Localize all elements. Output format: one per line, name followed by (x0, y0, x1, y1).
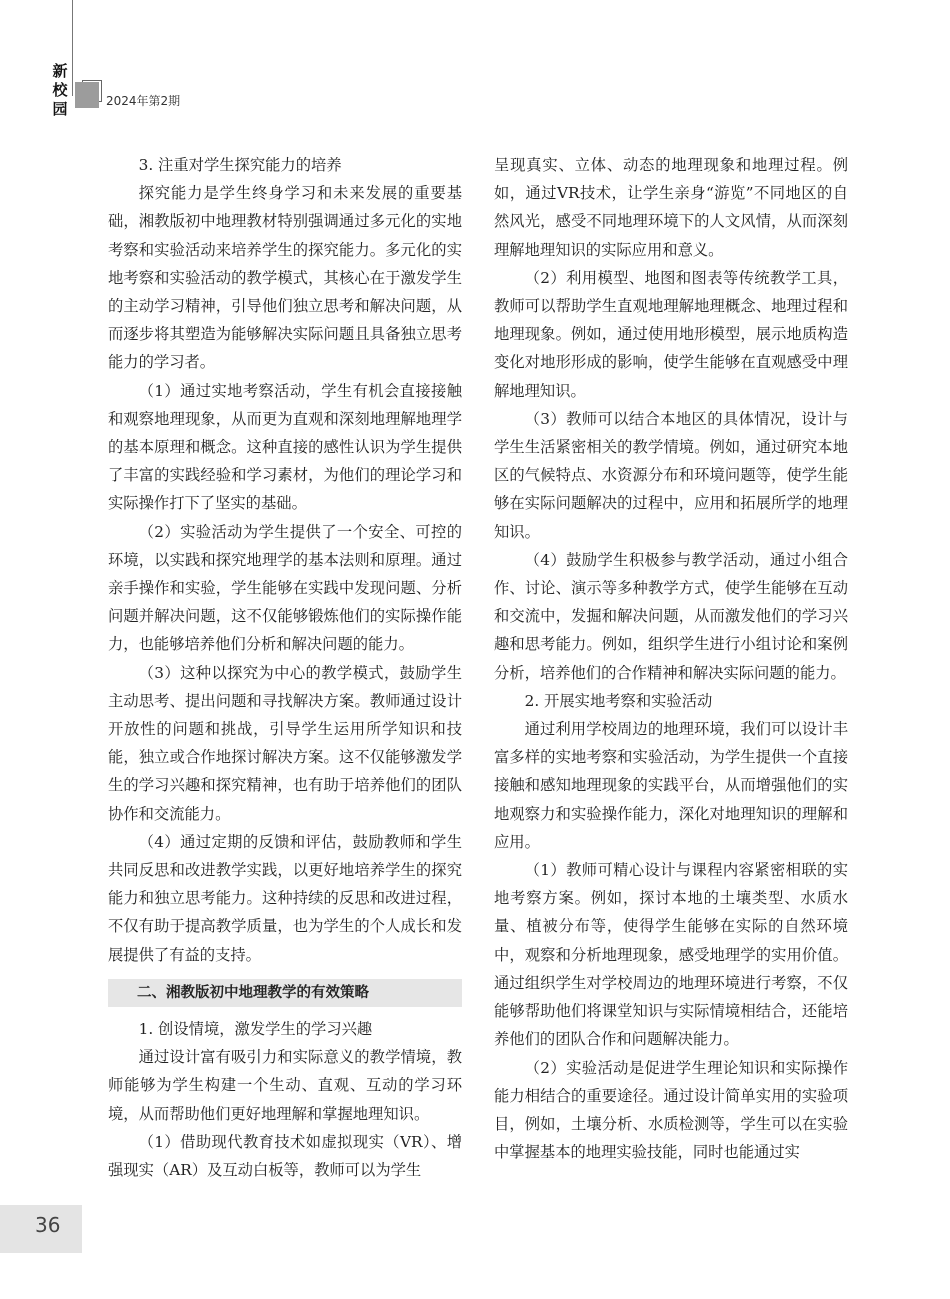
masthead-char: 园 (52, 100, 68, 118)
paragraph: （1）借助现代教育技术如虚拟现实（VR）、增强现实（AR）及互动白板等，教师可以为学生 (108, 1132, 462, 1179)
paragraph: （3）这种以探究为中心的教学模式，鼓励学生主动思考、提出问题和寻找解决方案。教师通过设计开放性的问题和挑战，引导学生运用所学知识和技能，独立或合作地探讨解决方案。这不仅能够激发学生的学习兴趣和探究精神，也有助于培养他们的团队协作和交流能力。 (108, 663, 462, 823)
header-rule (72, 0, 73, 96)
paragraph: （2）利用模型、地图和图表等传统教学工具，教师可以帮助学生直观地理解地理概念、地理过程和地理现象。例如，通过使用地形模型，展示地质构造变化对地形形成的影响，使学生能够在直观感受中理解地理知识。 (494, 268, 848, 400)
paragraph: 通过利用学校周边的地理环境，我们可以设计丰富多样的实地考察和实验活动，为学生提供一个直接接触和感知地理现象的实践平台，从而增强他们的实地观察力和实验操作能力，深化对地理知识的理解和应用。 (494, 720, 848, 851)
masthead (50, 62, 70, 119)
paragraph: 探究能力是学生终身学习和未来发展的重要基础，湘教版初中地理教材特别强调通过多元化的实地考察和实验活动来培养学生的探究能力。多元化的实地考察和实验活动的教学模式，其核心在于激发学生的主动学习精神，引导他们独立思考和解决问题，从而逐步将其塑造为能够解决实际问题且具备独立思考能力的学习者。 (108, 184, 462, 372)
paragraph: （4）鼓励学生积极参与教学活动，通过小组合作、讨论、演示等多种教学方式，使学生能够在互动和交流中，发掘和解决问题，从而激发他们的学习兴趣和思考能力。例如，组织学生进行小组讨论和案例分析，培养他们的合作精神和解决实际问题的能力。 (494, 550, 848, 682)
issue-label: 2024年第2期 (106, 94, 181, 108)
issue-box (75, 82, 99, 108)
masthead-char: 新 (52, 62, 68, 80)
paragraph: 呈现真实、立体、动态的地理现象和地理过程。例如，通过VR技术，让学生亲身“游览”不同地区的自然风光，感受不同地理环境下的人文风情，从而深刻理解地理知识的实际应用和意义。 (494, 156, 848, 259)
paragraph: （1）通过实地考察活动，学生有机会直接接触和观察地理现象，从而更为直观和深刻地理解地理学的基本原理和概念。这种直接的感性认识为学生提供了丰富的实践经验和学习素材，为他们的理论学习和实际操作打下了坚实的基础。 (108, 381, 462, 513)
paragraph: （2）实验活动为学生提供了一个安全、可控的环境，以实践和探究地理学的基本法则和原理。通过亲手操作和实验，学生能够在实践中发现问题、分析问题并解决问题，这不仅能够锻炼他们的实际操作能力，也能够培养他们分析和解决问题的能力。 (108, 522, 462, 654)
subheading: 1. 创设情境，激发学生的学习兴趣 (138, 1019, 373, 1038)
right-column (494, 151, 848, 1166)
page-number: 36 (35, 1213, 61, 1237)
subheading: 2. 开展实地考察和实验活动 (524, 691, 713, 710)
paragraph: （2）实验活动是促进学生理论知识和实际操作能力相结合的重要途径。通过设计简单实用的实验项目，例如，土壤分析、水质检测等，学生可以在实验中掌握基本的地理实验技能，同时也能通过实 (494, 1058, 848, 1162)
section-heading: 二、湘教版初中地理教学的有效策略 (108, 979, 462, 1007)
masthead-char: 校 (52, 81, 68, 99)
paragraph: 通过设计富有吸引力和实际意义的教学情境，教师能够为学生构建一个生动、直观、互动的学习环境，从而帮助他们更好地理解和掌握地理知识。 (108, 1048, 462, 1123)
paragraph: （1）教师可精心设计与课程内容紧密相联的实地考察方案。例如，探讨本地的土壤类型、水质水量、植被分布等，使得学生能够在实际的自然环境中，观察和分析地理现象，感受地理学的实用价值。通过组织学生对学校周边的地理环境进行考察，不仅能够帮助他们将课堂知识与实际情境相结合，还能培养他们的团队合作和问题解决能力。 (494, 861, 848, 1049)
paragraph: （3）教师可以结合本地区的具体情况，设计与学生生活紧密相关的教学情境。例如，通过研究本地区的气候特点、水资源分布和环境问题等，使学生能够在实际问题解决的过程中，应用和拓展所学的地理知识。 (494, 409, 848, 541)
paragraph: （4）通过定期的反馈和评估，鼓励教师和学生共同反思和改进教学实践，以更好地培养学生的探究能力和独立思考能力。这种持续的反思和改进过程，不仅有助于提高教学质量，也为学生的个人成长和发展提供了有益的支持。 (108, 832, 462, 964)
subheading: 3. 注重对学生探究能力的培养 (138, 156, 342, 174)
left-column (108, 151, 462, 1184)
